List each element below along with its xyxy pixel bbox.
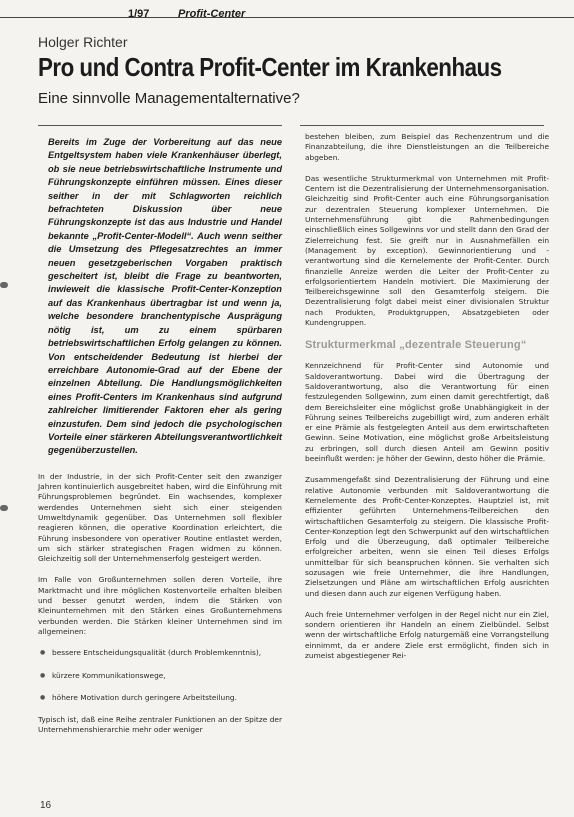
body-paragraph: Typisch ist, daß eine Reihe zentraler Funktionen an der Spitze der Unternehmenshierarchie mehr oder weniger [38,715,282,735]
issue-number: 1/97 [128,8,150,20]
article-subtitle: Eine sinnvolle Managementalternative? [38,90,300,107]
header-rule [0,17,574,18]
body-paragraph: In der Industrie, in der sich Profit-Center seit den zwanziger Jahren kontinuierlich ausgebreitet haben, wird die Einführung mit Führungsproblemen begründet. Ein wachsendes, komplexer werdendes Unternehmen sieht sich einer steigenden Umweltdynamik gegenüber. Das Unternehmen soll flexibler reagieren können, die operative Koordination erleichtert, die Führung insbesondere von operativer Routine entlastet werden, um sich stärker strategischen Fragen widmen zu können. Gleichzeitig soll der Unternehmenserfolg gesteigert werden. [38,471,282,564]
section-name: Profit-Center [178,8,246,20]
body-paragraph: bestehen bleiben, zum Beispiel das Rechenzentrum und die Finanzabteilung, die ihre Dienstleistungen an die Teilbereiche abgeben. [305,132,549,162]
right-column [305,132,549,672]
body-paragraph: Kennzeichnend für Profit-Center sind Autonomie und Saldoverantwortung. Dabei wird die Übertragung der Saldoverantwortung, also die Verantwortung für einen festzulegenden Sollgewinn, zum einen damit gerechtfertigt, daß dem Bereichsleiter eine möglichst große Unabhängigkeit in der Führung seines Teilbereichs zugebilligt wird, zum anderen erhält er eine Prämie als festgelegten Anteil aus dem erwirtschafteten Gewinn. Seine Motivation, eine möglichst große Arbeitsleistung zu erbringen, soll durch diesen Anteil am Gewinn positiv beeinflußt werden: je höher der Gewinn, desto höher die Prämie. [305,361,549,464]
section-subheading: Strukturmerkmal „dezentrale Steuerung“ [305,339,527,352]
right-column-rule [300,125,544,126]
bullet-item: ● höhere Motivation durch geringere Arbeitsteilung. [38,693,282,703]
left-column-rule [38,125,282,126]
left-column [38,132,282,747]
lead-paragraph: Bereits im Zuge der Vorbereitung auf das neue Entgeltsystem haben viele Krankenhäuser überlegt, ob sie neue betriebswirtschaftliche Instrumente und Führungskonzepte einführen müssen. Eines dieser seither in der mit Schlagworten reichlich befrachteten Diskussion über neue Führungskonzepte ist das aus Industrie und Handel bekannte „Profit-Center-Modell“. Auch wenn seither die Umsetzung des Pflegesatzrechtes an immer neuen gesetzgeberischen Vorgaben praktisch gescheitert ist, bleibt die Frage zu beantworten, inwieweit die klassische Profit-Center-Konzeption auf das Krankenhaus übertragbar ist und wenn ja, welche besondere branchentypische Ausprägung nötig ist, um zu einem spürbaren betriebswirtschaftlichen Erfolg gelangen zu können. Von entscheidender Bedeutung ist hierbei der erreichbare Autonomie-Grad auf der Ebene der einzelnen Abteilung. Die Handlungsmöglichkeiten eines Profit-Centers im Krankenhaus sind aufgrund zahlreicher limitierender Faktoren eher als gering einzustufen. Dem sind jedoch die psychologischen Vorteile einer stärkeren Abteilungsverantwortlichkeit gegenüberzustellen. [48,137,282,456]
binding-hole-mark [0,505,8,511]
binding-hole-mark [0,282,8,288]
body-paragraph: Zusammengefaßt sind Dezentralisierung der Führung und eine relative Autonomie verbunden mit Saldoverantwortung die Kernelemente des Profit-Center-Konzeptes. Hauptziel ist, mit effizienter geführten Unternehmens-Teilbereichen den wirtschaftlichen Gesamterfolg zu steigern. Die klassische Profit-Center-Konzeption legt den Schwerpunkt auf den wirtschaftlichen Erfolg und die Überzeugung, daß optimaler Teilbereiche erfolgreicher arbeiten, wenn sie einen Teil dieses Erfolgs unmittelbar für sich beanspruchen können. Sie verhalten sich sozusagen wie freie Unternehmer, die ihre Handlungen, Zielsetzungen und Pläne am wirtschaftlichen Erfolg ausrichten und diesen dann auch zur eigenen Verfügung haben. [305,475,549,598]
running-head [38,6,538,24]
page-number: 16 [40,800,52,811]
bullet-item: ● bessere Entscheidungsqualität (durch Problemkenntnis), [38,648,282,658]
article-title: Pro und Contra Profit-Center im Krankenhaus [38,52,502,82]
bullet-item: ● kürzere Kommunikationswege, [38,671,282,681]
body-paragraph: Im Falle von Großunternehmen sollen deren Vorteile, ihre Marktmacht und ihre möglichen Kostenvorteile erhalten bleiben und besser genutzt werden, indem die Stärken von Kleinunternehmen mit den Stärken eines Großunternehmens verbunden werden. Die Stärken kleiner Unternehmen sind im allgemeinen: [38,575,282,636]
bullet-list [38,648,282,703]
body-paragraph: Auch freie Unternehmer verfolgen in der Regel nicht nur ein Ziel, sondern orientieren ihr Handeln an einem Zielbündel. Selbst wenn der wirtschaftliche Erfolg naturgemäß eine Vorrangstellung einnimmt, da er andere Ziele erst ermöglicht, finden sich in zumeist abgestiegener Rei- [305,609,549,661]
author-name: Holger Richter [38,34,128,50]
body-paragraph: Das wesentliche Strukturmerkmal von Unternehmen mit Profit-Centern ist die Dezentralisierung der Unternehmensorganisation. Gleichzeitig sind Profit-Center auch eine Führungsorganisation zur dezentralen Steuerung komplexer Unternehmen. Die Unternehmensführung gibt die Rahmenbedingungen einschließlich eines Sollgewinns vor und stellt dann den Grad der Zielerreichung fest. Sie greift nur in Ausnahmefällen ein (Management by exception). Gewinnorientierung und -verantwortung sind die Kernelemente der Profit-Center. Durch finanzielle Anreize werden die Leiter der Profit-Center zu erfolgsorientiertem Handeln motiviert. Die Maximierung der Teilbereichsgewinne soll den Gesamterfolg steigern. Die Dezentralisierung folgt dabei meist einer divisionalen Struktur nach Produkten, Produktgruppen, Absatzgebieten oder Kundengruppen. [305,173,549,328]
